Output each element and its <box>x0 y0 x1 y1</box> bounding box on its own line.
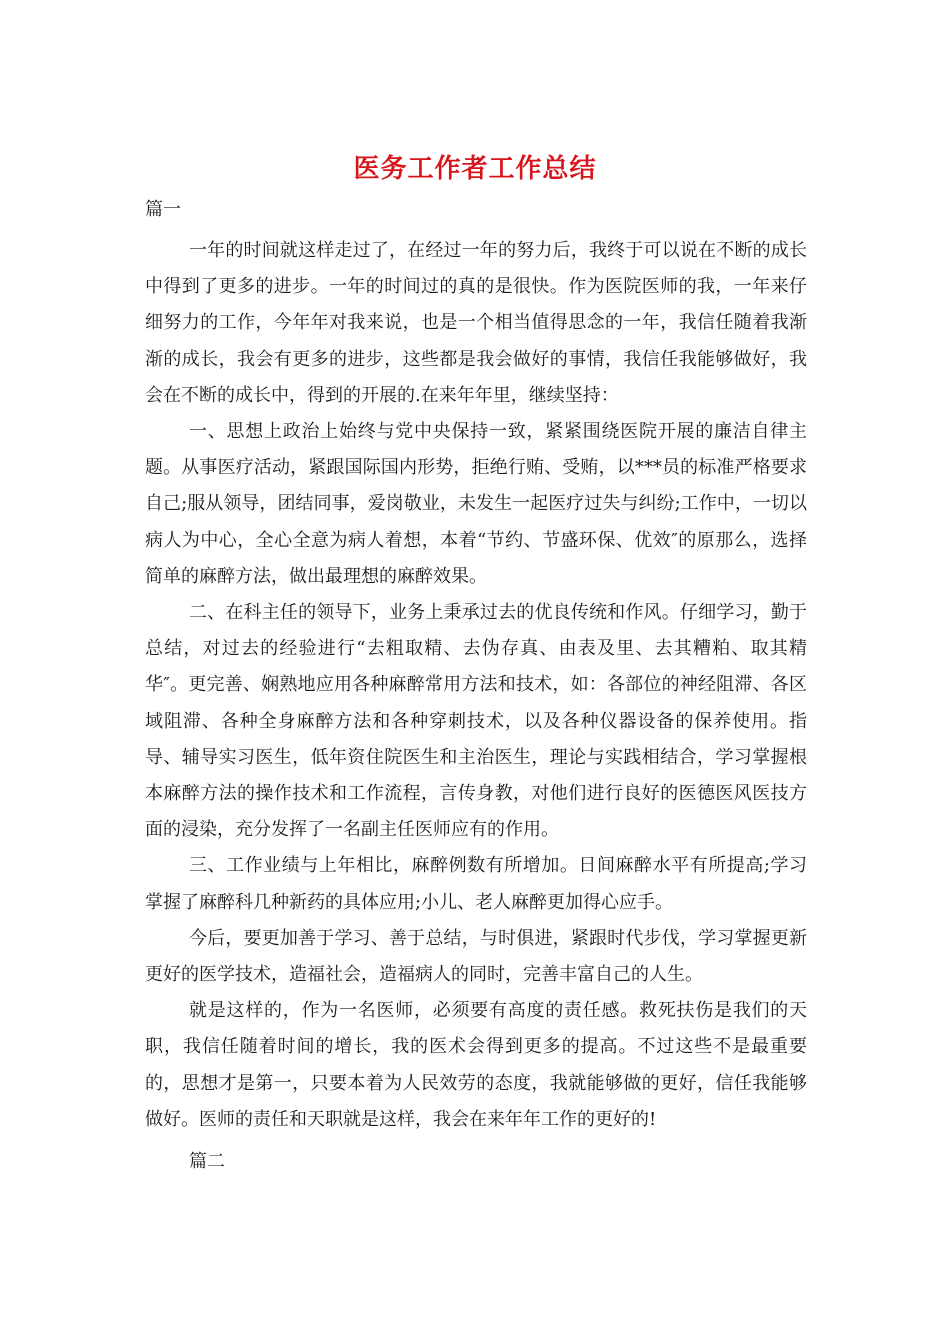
paragraph: 一、思想上政治上始终与党中央保持一致，紧紧围绕医院开展的廉洁自律主题。从事医疗活动，紧跟国际国内形势，拒绝行贿、受贿，以***员的标准严格要求自己;服从领导，团结同事，爱岗敬业，未发生一起医疗过失与纠纷;工作中，一切以病人为中心，全心全意为病人着想，本着“节约、节盛环保、优效″的原那么，选择简单的麻醉方法，做出最理想的麻醉效果。 <box>145 421 807 587</box>
paragraph: 今后，要更加善于学习、善于总结，与时俱进，紧跟时代步伐，学习掌握更新更好的医学技术，造福社会，造福病人的同时，完善丰富自己的人生。 <box>145 927 807 986</box>
paragraph: 就是这样的，作为一名医师，必须要有高度的责任感。救死扶伤是我们的天职，我信任随着时间的增长，我的医术会得到更多的提高。不过这些不是最重要的，思想才是第一，只要本着为人民效劳的态度，我就能够做的更好，信任我能够做好。医师的责任和天职就是这样，我会在来年年工作的更好的! <box>145 1000 807 1130</box>
paragraph: 二、在科主任的领导下，业务上秉承过去的优良传统和作风。仔细学习，勤于总结，对过去的经验进行“去粗取精、去伪存真、由表及里、去其糟粕、取其精华″。更完善、娴熟地应用各种麻醉常用方法和技术，如：各部位的神经阻滞、各区域阻滞、各种全身麻醉方法和各种穿刺技术，以及各种仪器设备的保养使用。指导、辅导实习医生，低年资住院医生和主治医生，理论与实践相结合，学习掌握根本麻醉方法的操作技术和工作流程，言传身教，对他们进行良好的医德医风医技方面的浸染，充分发挥了一名副主任医师应有的作用。 <box>145 602 807 841</box>
paragraph: 一年的时间就这样走过了，在经过一年的努力后，我终于可以说在不断的成长中得到了更多的进步。一年的时间过的真的是很快。作为医院医师的我，一年来仔细努力的工作，今年年对我来说，也是一个相当值得思念的一年，我信任随着我渐渐的成长，我会有更多的进步，这些都是我会做好的事情，我信任我能够做好，我会在不断的成长中，得到的开展的.在来年年里，继续坚持： <box>145 240 807 406</box>
document-body <box>145 233 807 1138</box>
document-title: 医务工作者工作总结 <box>353 154 597 184</box>
section-label-2: 篇二 <box>189 1151 225 1172</box>
paragraph: 三、工作业绩与上年相比，麻醉例数有所增加。日间麻醉水平有所提高;学习掌握了麻醉科几种新药的具体应用;小儿、老人麻醉更加得心应手。 <box>145 855 807 913</box>
section-label-1: 篇一 <box>145 199 181 220</box>
